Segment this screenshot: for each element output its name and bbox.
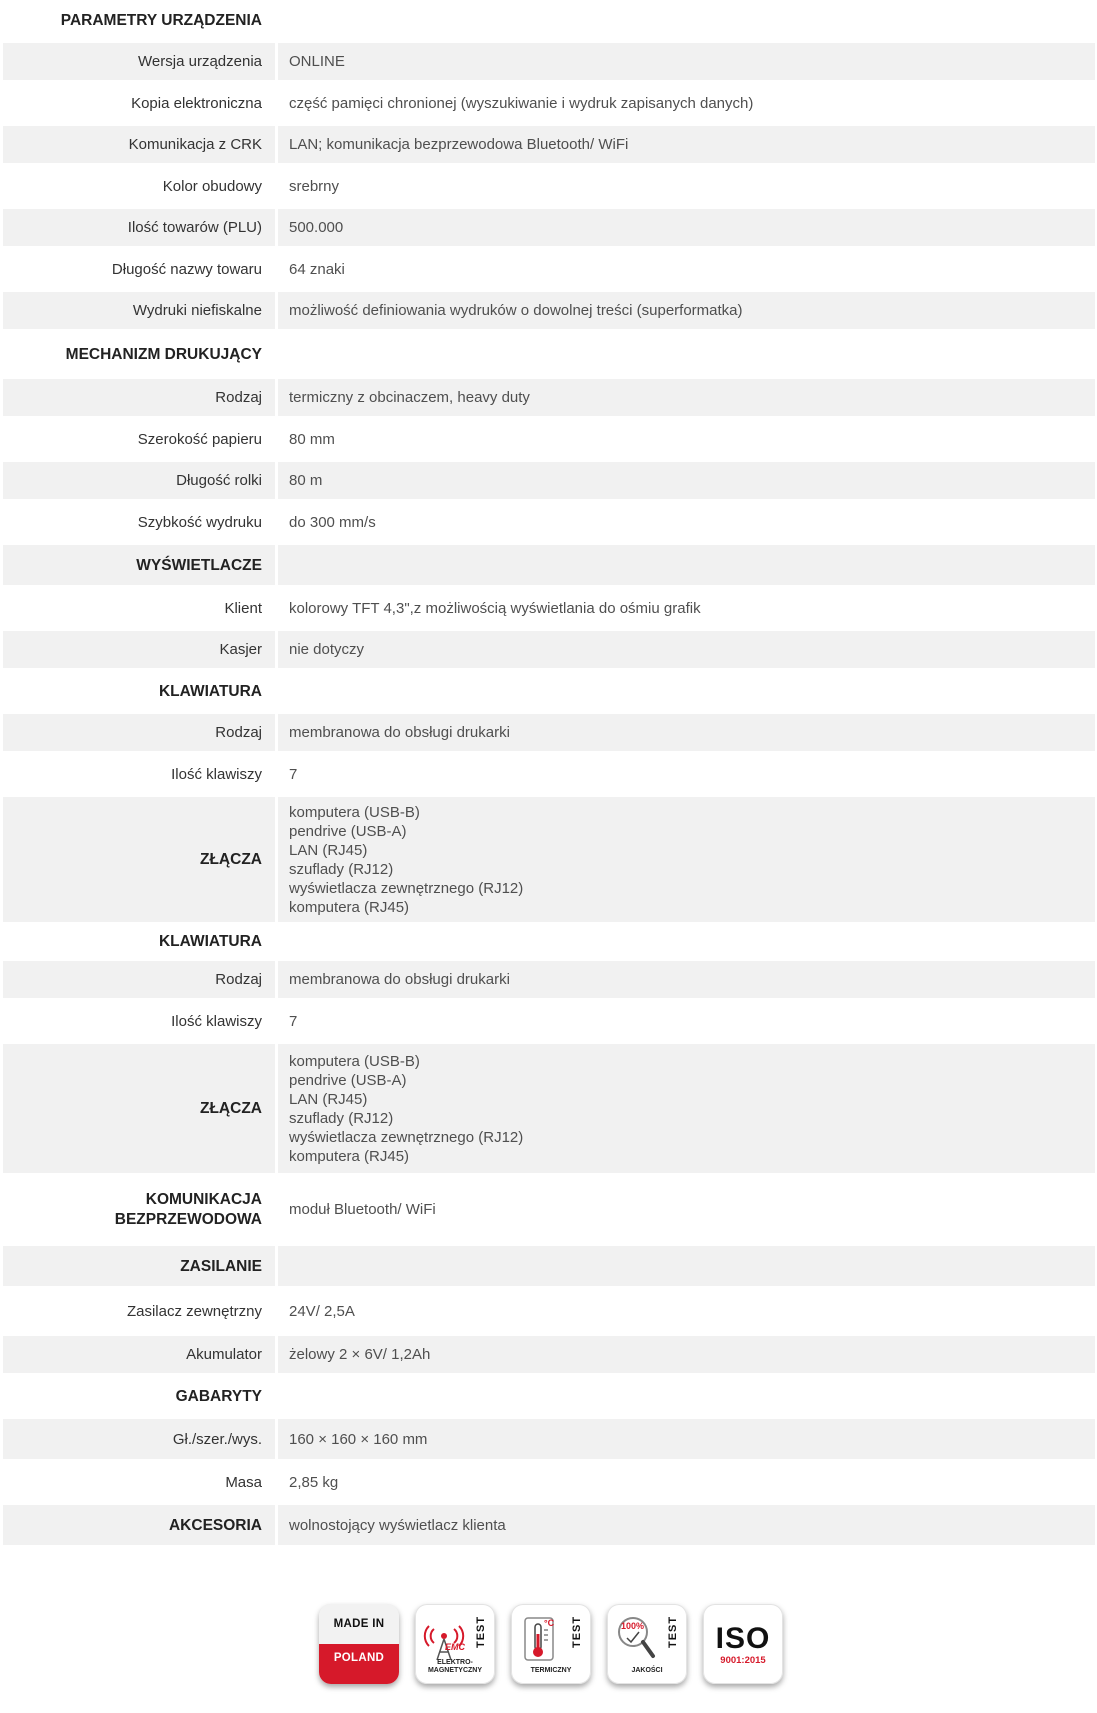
badge-test-label: TEST — [475, 1615, 487, 1649]
row-value: termiczny z obcinaczem, heavy duty — [278, 379, 1095, 419]
row-value: 2,85 kg — [278, 1462, 1095, 1505]
row-label: Ilość klawiszy — [3, 1001, 278, 1044]
table-row — [3, 1289, 1095, 1336]
row-label: Kopia elektroniczna — [3, 83, 278, 126]
thermal-test-badge — [511, 1604, 591, 1684]
row-label: Rodzaj — [3, 961, 278, 1001]
table-row — [3, 292, 1095, 332]
section-title: ZASILANIE — [3, 1246, 278, 1289]
section-title: WYŚWIETLACZE — [3, 545, 278, 588]
row-label: Długość nazwy towaru — [3, 249, 278, 292]
section-title: AKCESORIA — [3, 1505, 278, 1548]
list-item: komputera (USB-B) — [289, 803, 420, 821]
list-item: komputera (RJ45) — [289, 1147, 410, 1165]
section-title — [3, 1176, 278, 1246]
list-item: szuflady (RJ12) — [289, 860, 394, 878]
section-header-row — [3, 1376, 1095, 1419]
section-row-accessories — [3, 1505, 1095, 1548]
badge-test-label: TEST — [571, 1615, 583, 1649]
section-title: KLAWIATURA — [3, 925, 278, 961]
section-title-line: KOMUNIKACJA — [145, 1190, 262, 1208]
section-header-row — [3, 1246, 1095, 1289]
table-row — [3, 43, 1095, 83]
section-title: MECHANIZM DRUKUJĄCY — [3, 332, 278, 379]
row-label: Masa — [3, 1462, 278, 1505]
badge-test-label: TEST — [667, 1615, 679, 1649]
iso-badge — [703, 1604, 783, 1684]
table-row — [3, 462, 1095, 502]
row-value: 80 mm — [278, 419, 1095, 462]
table-row — [3, 1462, 1095, 1505]
spec-table — [3, 0, 1095, 1548]
row-value: część pamięci chronionej (wyszukiwanie i wydruk zapisanych danych) — [278, 83, 1095, 126]
table-row — [3, 209, 1095, 249]
section-title: GABARYTY — [3, 1376, 278, 1419]
row-value: 7 — [278, 1001, 1095, 1044]
row-label: Zasilacz zewnętrzny — [3, 1289, 278, 1336]
section-header-row — [3, 0, 1095, 43]
row-value: możliwość definiowania wydruków o dowolnej treści (superformatka) — [278, 292, 1095, 332]
badge-caption-line: ELEKTRO- — [437, 1659, 473, 1666]
row-label: Szybkość wydruku — [3, 502, 278, 545]
connectors-list — [278, 797, 1095, 925]
badge-text: MADE IN — [319, 1604, 399, 1644]
badge-mark: ISO — [715, 1622, 771, 1655]
list-item: LAN (RJ45) — [289, 841, 368, 859]
list-item: pendrive (USB-A) — [289, 1071, 407, 1089]
table-row — [3, 166, 1095, 209]
row-label: Akumulator — [3, 1336, 278, 1376]
list-item: komputera (USB-B) — [289, 1052, 420, 1070]
row-label: Ilość towarów (PLU) — [3, 209, 278, 249]
table-row — [3, 1336, 1095, 1376]
table-row — [3, 249, 1095, 292]
list-item: wyświetlacza zewnętrznego (RJ12) — [289, 879, 524, 897]
list-item: komputera (RJ45) — [289, 898, 410, 916]
list-item: pendrive (USB-A) — [289, 822, 407, 840]
section-row-connectors — [3, 1044, 1095, 1176]
row-value: 64 znaki — [278, 249, 1095, 292]
table-row — [3, 502, 1095, 545]
row-label: Wersja urządzenia — [3, 43, 278, 83]
section-row-wireless — [3, 1176, 1095, 1246]
row-label: Komunikacja z CRK — [3, 126, 278, 166]
row-value: moduł Bluetooth/ WiFi — [278, 1176, 1095, 1246]
section-header-row — [3, 332, 1095, 379]
row-value: ONLINE — [278, 43, 1095, 83]
row-value: membranowa do obsługi drukarki — [278, 714, 1095, 754]
table-row — [3, 754, 1095, 797]
row-value: LAN; komunikacja bezprzewodowa Bluetooth/ WiFi — [278, 126, 1095, 166]
badge-caption — [415, 1659, 495, 1675]
row-label: Klient — [3, 588, 278, 631]
table-row — [3, 126, 1095, 166]
badge-mark: EMC — [445, 1642, 465, 1652]
row-value: 80 m — [278, 462, 1095, 502]
badge-caption: TERMICZNY — [530, 1667, 572, 1674]
quality-test-badge — [607, 1604, 687, 1684]
row-value: nie dotyczy — [278, 631, 1095, 671]
list-item: LAN (RJ45) — [289, 1090, 368, 1108]
table-row — [3, 1419, 1095, 1462]
row-label: Rodzaj — [3, 714, 278, 754]
table-row — [3, 1001, 1095, 1044]
list-item: wyświetlacza zewnętrznego (RJ12) — [289, 1128, 524, 1146]
section-header-row — [3, 925, 1095, 961]
row-label: Kolor obudowy — [3, 166, 278, 209]
section-header-row — [3, 671, 1095, 714]
section-title: PARAMETRY URZĄDZENIA — [3, 0, 278, 43]
row-label: Rodzaj — [3, 379, 278, 419]
emc-test-badge — [415, 1604, 495, 1684]
table-row — [3, 419, 1095, 462]
row-value: srebrny — [278, 166, 1095, 209]
table-row — [3, 588, 1095, 631]
table-row — [3, 379, 1095, 419]
section-row-connectors — [3, 797, 1095, 925]
row-value: 7 — [278, 754, 1095, 797]
row-label: Długość rolki — [3, 462, 278, 502]
certification-badges — [319, 1604, 789, 1688]
row-value: 24V/ 2,5A — [278, 1289, 1095, 1336]
table-row — [3, 714, 1095, 754]
badge-caption-line: MAGNETYCZNY — [427, 1667, 483, 1674]
row-value: membranowa do obsługi drukarki — [278, 961, 1095, 1001]
badge-mark: °C — [544, 1618, 555, 1628]
badge-text: POLAND — [319, 1644, 399, 1684]
row-label: Ilość klawiszy — [3, 754, 278, 797]
row-label: Wydruki niefiskalne — [3, 292, 278, 332]
section-title: ZŁĄCZA — [3, 797, 278, 925]
list-item: szuflady (RJ12) — [289, 1109, 394, 1127]
badge-caption: JAKOŚCI — [631, 1667, 663, 1674]
table-row — [3, 961, 1095, 1001]
row-value: wolnostojący wyświetlacz klienta — [278, 1505, 1095, 1548]
row-value: 500.000 — [278, 209, 1095, 249]
row-value: żelowy 2 × 6V/ 1,2Ah — [278, 1336, 1095, 1376]
section-header-row — [3, 545, 1095, 588]
table-row — [3, 631, 1095, 671]
row-value: kolorowy TFT 4,3",z możliwością wyświetlania do ośmiu grafik — [278, 588, 1095, 631]
row-value: do 300 mm/s — [278, 502, 1095, 545]
row-value: 160 × 160 × 160 mm — [278, 1419, 1095, 1462]
section-title: KLAWIATURA — [3, 671, 278, 714]
section-title-line: BEZPRZEWODOWA — [114, 1210, 262, 1228]
badge-caption: 9001:2015 — [720, 1655, 766, 1666]
row-label: Gł./szer./wys. — [3, 1419, 278, 1462]
table-row — [3, 83, 1095, 126]
connectors-list — [278, 1044, 1095, 1176]
badge-mark: 100% — [621, 1621, 645, 1631]
made-in-poland-badge — [319, 1604, 399, 1684]
section-title: ZŁĄCZA — [3, 1044, 278, 1176]
row-label: Szerokość papieru — [3, 419, 278, 462]
row-label: Kasjer — [3, 631, 278, 671]
